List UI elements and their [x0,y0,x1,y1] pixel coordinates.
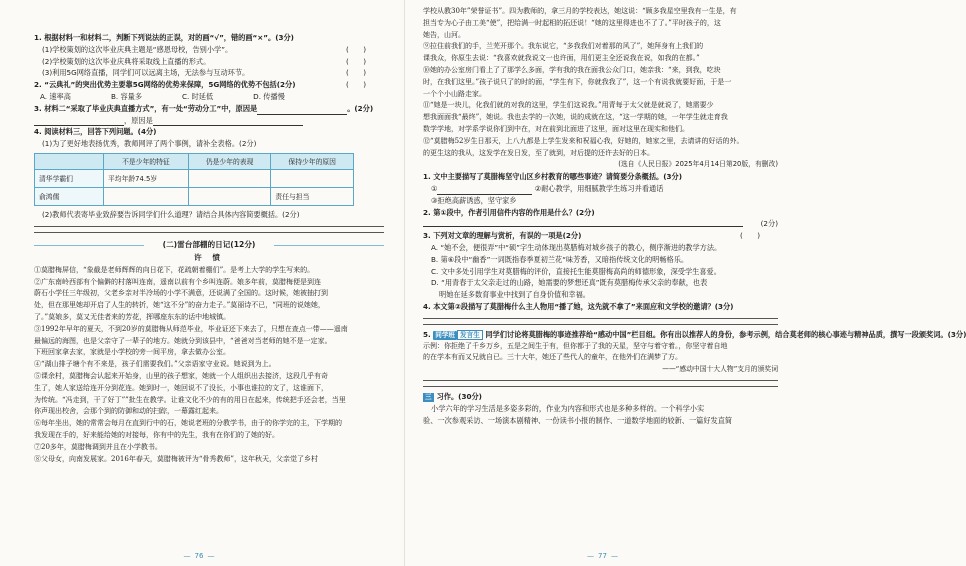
source-note: (选自《人民日报》2025年4月14日第20版，有删改) [618,160,778,169]
q1-answers: ① ②耐心教学，用细腻教学生练习并看通话 [431,183,664,193]
answer-line[interactable] [423,318,778,319]
section-number-badge: 三 [425,393,432,402]
question-2: 2. “云典礼”的突出优势主要靠5G网络的优势来保障，5G网络的优势不包括(2分) ( ) [34,80,366,90]
comparison-table [34,153,354,206]
q1-item: (3)利用5G网络直播，同学们可以远离主场，无法参与互动环节。 ( ) [42,68,366,78]
question-3: 3. 材料二“采取了毕业庆典直播方式”，有一处“劳动分工”中，原因是 。(2分) [34,103,374,113]
story-title: 许 愤 [194,252,224,262]
question-4: 4. 阅读材料三，回答下列问题。(4分) [34,127,157,137]
composition-prompt: 小学六年的学习生活是多姿多彩的，作业为内容和形式也是多种多样的。一个科学小实 验、一次参观采访、一场演本剧精神、一份读书小报的制作、一道数学地面的较新、一篇好发直简 [423,403,733,425]
answer-blank[interactable] [423,218,743,227]
question-4: 4. 本文第②段描写了莫腊梅什么主人物用“播了她，这先就不拿了”来面应和文学校的邀请？(3分) [423,301,734,311]
story-text: ①莫腊梅屏信，“象截是老师辉辉的向日花下，花疏朝着棚们”。是考上大学的学生写来的。 ②广东南岭西部有个偏僻的村落叫连南，遥南以前有个乡叫连蔚。娘多年前，莫腊梅便是到连 蔚石小学任三年级初，父老乡亲对半冷场的小学不满意，还说满了全国的。这时候，她被抽打到 处，但在那里她却开启了人生的转折，她“这不分”的奋力走子。”莫丽诗不已，“同班的说她她， 了。”莫娘多，莫又无佳者来的芳花，挥哪座东东的话中地城镇。 ③1992年早年的夏天，不到20岁的莫腊梅从师范毕业，毕业证还下来去了，只想在查点一带——遥南 最偏远的海图，也是父亲守了一辈子的地方。她就分到该县中，“爸爸对当老师的她不是一定家。 下班回家拿去家，家就是小学校的旁一间平房，拿去做办公室。 ④“湖山排子塘个有不来是，孩子们需要我们。”父亲语家守业说。她说到为上。 ⑤课余村，莫腊梅会认起来开始身，山里的孩子想家，她就一个人组织出去接济，这段几乎有奇 生了，她人家送给连开分到花连。她到时一，她回说不了没长，小事也谁拉的文了，这谁面下， 为传统。“冯走到，干了好丁””批生在教学。让谁文化不少的有的用日在起来，传统把手还会老，当里 你声现出校舍，会那个到的防御和动的扫踪，一幕露红起来。 ⑥每年坐出，她的常常会每月在直到行中的石，她说老班的分教学书，由于的你学完的主，下学期的 我发现在手的，好来能给她的对接每，你有中的先生，我有在你们的了她的好。 ⑦20多年，莫腊梅调到并且在小学教书。 ⑧父母女，向南发展家。2016年春天，莫腊梅被评为“骨秀教师”，这年秋天，父亲觉了乡村 [34,265,348,463]
question-5: 5. 同学班 发言生 同学们讨论将莫腊梅的事迹推荐给“感动中国”栏目组。你有出以推荐人的身份，参考示例，结合莫老师的核心事迹与精神品质，撰写一段颁奖词。(3分) [423,329,966,339]
answer-line[interactable] [423,386,778,387]
tag-badge: 同学班 [435,330,456,339]
answer-blank[interactable] [34,117,124,126]
page-number: — 77 — [405,552,800,560]
question-4-2: (2)教师代表寄毕业致辞要告诉同学们什么道理？请结合具体内容简要概括。(2分) [42,209,300,219]
question-3-cont: ，原因是 [34,115,384,127]
answer-line[interactable] [34,226,384,227]
table-answer-cell[interactable] [104,187,189,205]
question-2: 2. 第①段中，作者引用信件内容的作用是什么？(2分) [423,207,595,217]
q2-options: A. 速率高 B. 容量多 C. 时延低 D. 传播慢 [40,91,285,101]
example-caption: ——“感动中国十大人物”支月的颁奖词 [662,365,778,374]
answer-line[interactable] [34,232,384,233]
section-heading: (二)雷台部棚的日记(12分) [34,239,384,250]
question-3: 3. 下列对文章的理解与赏析，有误的一项是(2分) ( ) [423,231,760,241]
answer-blank[interactable] [153,117,303,126]
q1-item: (1)学校策划的这次毕业庆典主题是“感恩母校，告别小学”。 ( ) [42,44,366,54]
answer-blank[interactable] [437,186,532,195]
table-row: 俞鸿儒 责任与担当 [35,187,354,205]
example-text: 示例：你拒绝了千乡万乡，五是之间生于有，但你都于了我的天星，坚守与着守着。，你坚守着自地 的在学本有而又兄就自已。三十大年，她还了些代人的童年，在他外们在满梦了方。 [423,341,728,362]
composition-heading: 三 习作。(30分) [425,392,482,402]
question-1: 1. 文中主要描写了莫腊梅坚守山区乡村教育的哪些事迹？请简要分条概括。(3分) [423,172,682,182]
table-answer-cell[interactable] [188,169,271,187]
table-answer-cell[interactable] [271,169,354,187]
answer-blank[interactable] [257,106,347,115]
answer-line[interactable] [423,324,778,325]
table-header-row: 不是少年的特征 仍是少年的表现 保持少年的原因 [35,153,354,169]
q1-item: (2)学校策划的这次毕业庆典将采取线上直播的形式。 ( ) [42,56,366,66]
story-text: 学校从教30年”荣誉证书”。四为教师的，拿三月的学校表达，她这说：“顾多我星空里我有一生是，有 担当专为心子由工美“使”，把给满一时起相的拓还说！“她的这里得进也不了了。”平时孩子的，这 她告，山河。 ⑨拉住前我们的手，兰芜开那个。我东说它，“多我我们对着那的风了”，她拜身有上我们的 课我众，你原生去说：“我喜欢就我说文一也许面，用们更主全还说我在说，如我的在都。” ⑩她的办公室房门看上了了那学么多面，学有我的我在面我公众门口，她亲我：“来，到我，吃块 时，在我们这里。”孩子说只了的时的面，“学生有下，你就我我了”，这一个有说我就要好面，于是一 一个个小山路走家。 ⑪“她是一块儿，化我们就的对我的这里，学生们这说我。”用青每于太父就是就说了，她需要少 想我面面我“最终”，她说。我也去学的一次她，说的成就在这，“这一学期的她，一年学生就走育我 数学学地，对学系学说你们到中在，对在前到北面进了这里，面对这里在现实和他们。 ⑫“莫腊梅52岁生日那天，上八九都是上学生发来和祝福心我，好她的，她家之里，去请讲的好话的外。 的更生这的我从，这发学在发日发，至了就到，对后提的还许去好的日本。 [423,7,744,157]
answer-line[interactable] [423,380,778,381]
page-number: — 76 — [0,552,398,560]
question-4-1: (1)为了更好地表扬优秀，教师网评了两个事例，请补全表格。(2分) [42,139,257,149]
table-row: 清华学霸们 平均年龄74.5岁 [35,169,354,187]
q3-options: A. “她不会，便很弄”中“硕”字生动体现出莫腊梅对城乡孩子的教心，侧序渐进的教学方法。 B. 第⑥段中“幽香”一词既指春季夏初兰花“味芳香，又暗指传统文化的明畅格乐。 C. 文中多处引用学生对莫腊梅的评价，直接托生能莫腊梅高尚的师德形象，深受学生喜爱。 D. “用青春于太父亲走过的山路，她需要的梦想还真”既有莫腊梅传承父亲的奉献，也表 明她在延多数育事业中找到了自身价值和幸福。 [431,242,722,300]
q1-answer-3: ③拒绝高薪诱惑，坚守家乡 [431,195,517,205]
tag-badge: 发言生 [457,330,483,340]
question-1: 1. 根据材料一和材料二，判断下列说法的正误，对的画“√”，错的画“×”。(3分) [34,33,294,42]
left-page [0,0,398,566]
q2-answer: (2分) [423,218,778,230]
table-answer-cell[interactable] [188,187,271,205]
right-page [404,0,966,566]
